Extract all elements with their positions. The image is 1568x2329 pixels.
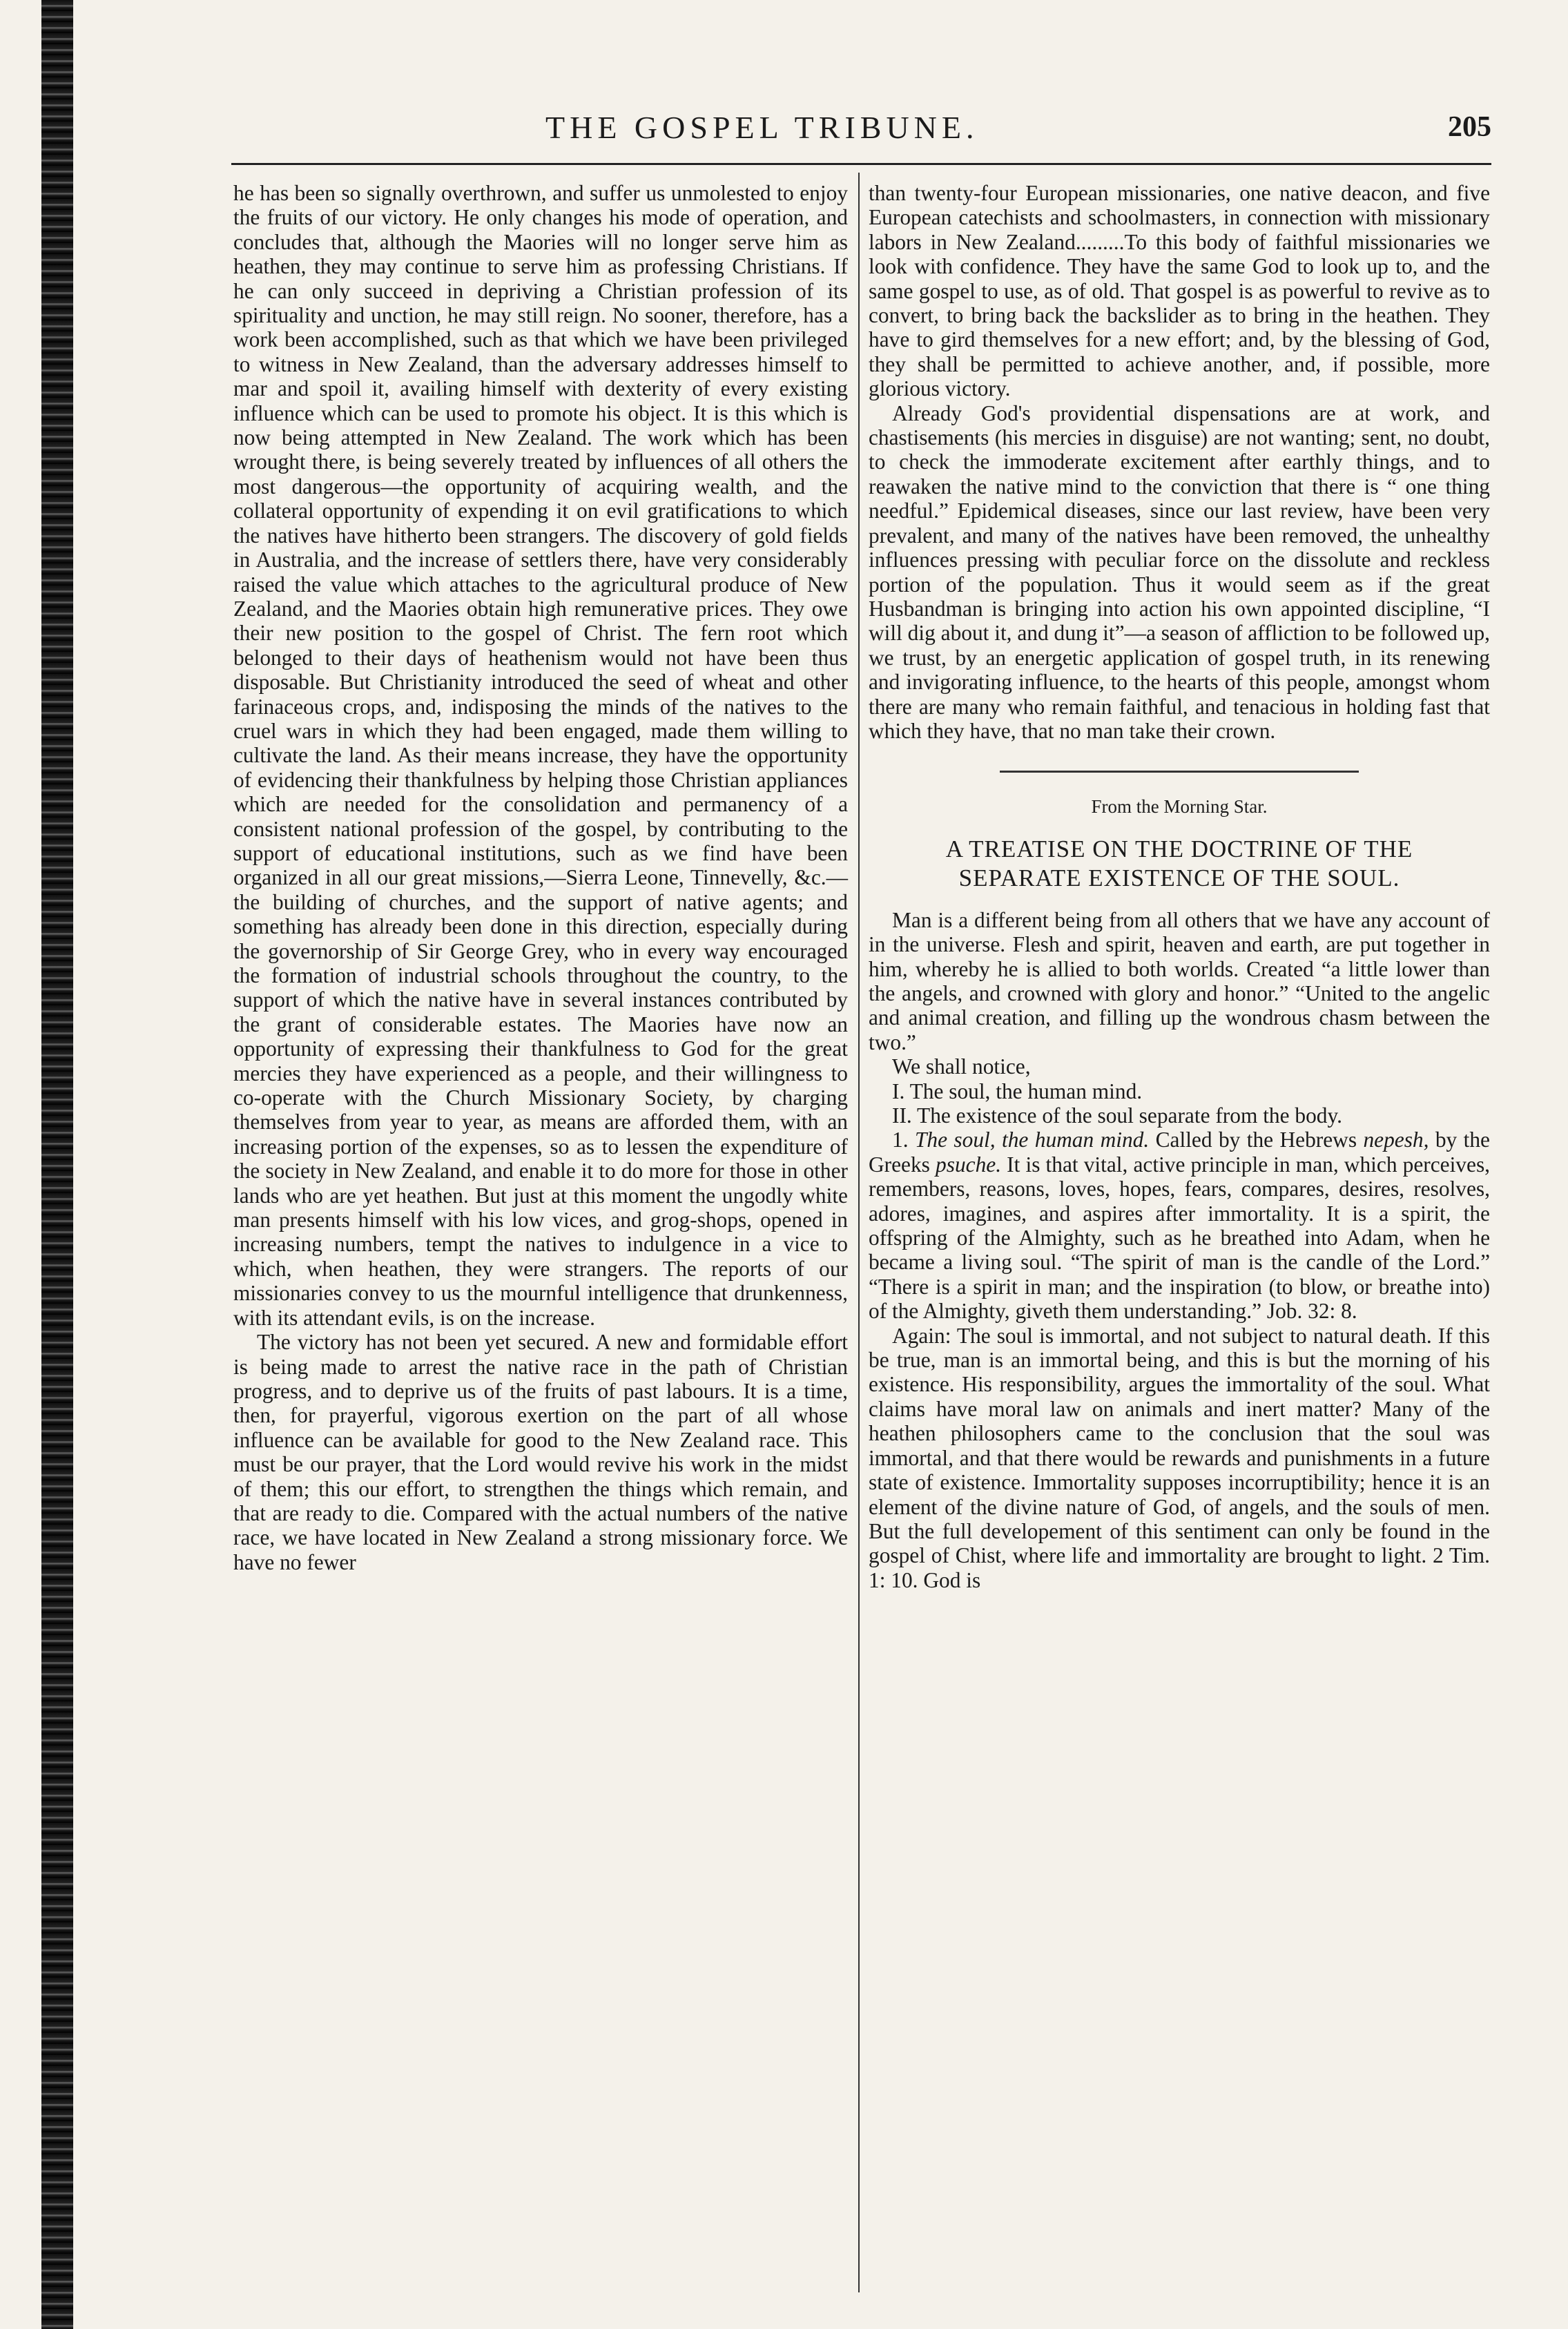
- left-column: [233, 181, 848, 1574]
- section-1-text-c: It is that vital, active principle in man, which perceives, remembers, reasons, loves, hopes, fears, compares, desires, resolves, adores, imagines, and aspires after immortality. It is a spirit, the offspring of the Almighty, such as he breathed into Adam, when he became a living soul. “The spirit of man is the candle of the Lord.” “There is a spirit in man; and the inspiration (to blow, or breathe into) of the Almighty, giveth them understanding.” Job. 32: 8.: [869, 1152, 1491, 1324]
- section-1-term-nepesh: nepesh,: [1363, 1128, 1429, 1152]
- article-title: [869, 835, 1490, 893]
- section-1-text-a: Called by the Hebrews: [1149, 1128, 1364, 1152]
- left-paragraph-2: The victory has not been yet secured. A new and formidable effort is being made to arrest the native race in the path of Christian progress, and to deprive us of the fruits of past labours. It is a time, then, for prayerful, vigorous exertion on the part of all whose influence can be available for good to the New Zealand race. This must be our prayer, that the Lord would revive his work in the midst of them; this our effort, to strengthen the things which remain, and that are ready to die. Compared with the actual numbers of the native race, we have located in New Zealand a strong missionary force. We have no fewer: [233, 1330, 848, 1574]
- article-section-2: Again: The soul is immortal, and not subject to natural death. If this be true, man is an immortal being, and this is but the morning of his existence. His responsibility, argues the immortality of the soul. What claims have moral law on animals and inert matter? Many of the heathen philosophers came to the conclusion that the soul was immortal, and that there would be rewards and punishments in a future state of existence. Immortality supposes incorruptibility; hence it is an element of the divine nature of God, of angels, and the souls of men. But the full developement of this sentiment can only be found in the gospel of Chist, where life and immortality are brought to light. 2 Tim. 1: 10. God is: [869, 1323, 1490, 1592]
- page-number: 205: [1448, 111, 1491, 143]
- article-outline-item-2: II. The existence of the soul separate from the body.: [892, 1103, 1342, 1128]
- section-1-number: 1.: [892, 1128, 909, 1152]
- article-title-line-1: A TREATISE ON THE DOCTRINE OF THE: [945, 835, 1413, 862]
- header-rule: [231, 163, 1491, 165]
- article-title-line-2: SEPARATE EXISTENCE OF THE SOUL.: [958, 864, 1400, 891]
- page-binding-edge: [41, 0, 73, 2329]
- right-paragraph-2: Already God's providential dispensations are at work, and chastisements (his mercies in disguise) are not wanting; sent, no doubt, to check the immoderate excitement after earthly things, and to reawaken the native mind to the conviction that there is “ one thing needful.” Epidemical diseases, since our last review, have been very prevalent, and many of the natives have been removed, the unhealthy influences pressing with peculiar force on the dissolute and reckless portion of the population. Thus it would seem as if the great Husbandman is bringing into action his own appointed discipline, “I will dig about it, and dung it”—a season of affliction to be followed up, we trust, by an energetic application of gospel truth, in its renewing and invigorating influence, to the hearts of this people, amongst whom there are many who remain faithful, and tenacious in holding fast that which they have, that no man take their crown.: [869, 400, 1490, 743]
- right-paragraph-1: than twenty-four European missionaries, one native deacon, and five European catechists and schoolmasters, in connection with missionary labors in New Zealand.........To this body of faithful missionaries we look with confidence. They have the same God to look up to, and the same gospel to use, as of old. That gospel is as powerful to revive as to convert, to bring back the backslider as to bring in the heathen. They have to gird themselves for a new effort; and, by the blessing of God, they shall be permitted to achieve another, and, if possible, more glorious victory.: [869, 181, 1490, 401]
- journal-title: THE GOSPEL TRIBUNE.: [545, 110, 979, 145]
- article-section-1: [869, 1128, 1490, 1323]
- article-separator-rule: [1000, 771, 1359, 773]
- article-outline-item-1: I. The soul, the human mind.: [892, 1079, 1143, 1103]
- section-1-heading: The soul, the human mind.: [914, 1128, 1150, 1152]
- column-divider: [858, 173, 860, 2292]
- article-source: From the Morning Star.: [1091, 796, 1268, 818]
- page-header: [545, 102, 1491, 157]
- section-1-text-b: by the Greeks: [869, 1128, 1490, 1177]
- right-column: [869, 181, 1490, 1592]
- left-paragraph-1: he has been so signally overthrown, and suffer us unmolested to enjoy the fruits of our victory. He only changes his mode of operation, and concludes that, although the Maories will no longer serve him as heathen, they may continue to serve him as professing Christians. If he can only succeed in depriving a Christian profession of its spirituality and unction, he may still reign. No sooner, therefore, has a work been accomplished, such as that which we have been privileged to witness in New Zealand, than the adversary addresses himself to mar and spoil it, availing himself with dexterity of every existing influence which can be used to promote his object. It is this which is now being attempted in New Zealand. The work which has been wrought there, is being severely treated by influences of all others the most dangerous—the opportunity of acquiring wealth, and the collateral opportunity of expending it on evil gratifications to which the natives have hitherto been strangers. The discovery of gold fields in Australia, and the increase of settlers there, have very considerably raised the value which attaches to the agricultural produce of New Zealand, and the Maories obtain high remunerative prices. They owe their new position to the gospel of Christ. The fern root which belonged to their days of heathenism would not have been thus disposable. But Christianity introduced the seed of wheat and other farinaceous crops, and, indisposing the minds of the natives to the cruel wars in which they had been engaged, made them willing to cultivate the land. As their means increase, they have the opportunity of evidencing their thankfulness by helping those Christian appliances which are needed for the consolidation and permanency of a consistent national profession of the gospel, by contributing to the support of educational institutions, such as we find have been organized in all our great missions,—Sierra Leone, Tinnevelly, &c.—the building of churches, and the support of native agents; and something has already been done in this direction, especially during the governorship of Sir George Grey, who in every way encouraged the formation of industrial schools throughout the country, to the support of which the native have in several instances contributed by the grant of considerable estates. The Maories have now an opportunity of expressing their thankfulness to God for the great mercies they have experienced as a people, and their willingness to co-operate with the Church Missionary Society, by charging themselves from year to year, as means are afforded them, with an increasing portion of the expenses, so as to lessen the expenditure of the society in New Zealand, and enable it to do more for those in other lands who are yet heathen. But just at this moment the ungodly white man presents himself with his low vices, and grog-shops, opened in increasing numbers, tempt the natives to indulgence in a vice to which, when heathen, they were strangers. The reports of our missionaries convey to us the mournful intelligence that drunkenness, with its attendant evils, is on the increase.: [233, 181, 848, 1330]
- article-intro: Man is a different being from all others that we have any account of in the universe. Flesh and spirit, heaven and earth, are put together in him, whereby he is allied to both worlds. Created “a little lower than the angels, and crowned with glory and honor.” “United to the angelic and animal creation, and filling up the wondrous chasm between the two.”: [869, 907, 1490, 1054]
- section-1-term-psuche: psuche.: [936, 1152, 1002, 1177]
- article-notice: We shall notice,: [892, 1054, 1031, 1079]
